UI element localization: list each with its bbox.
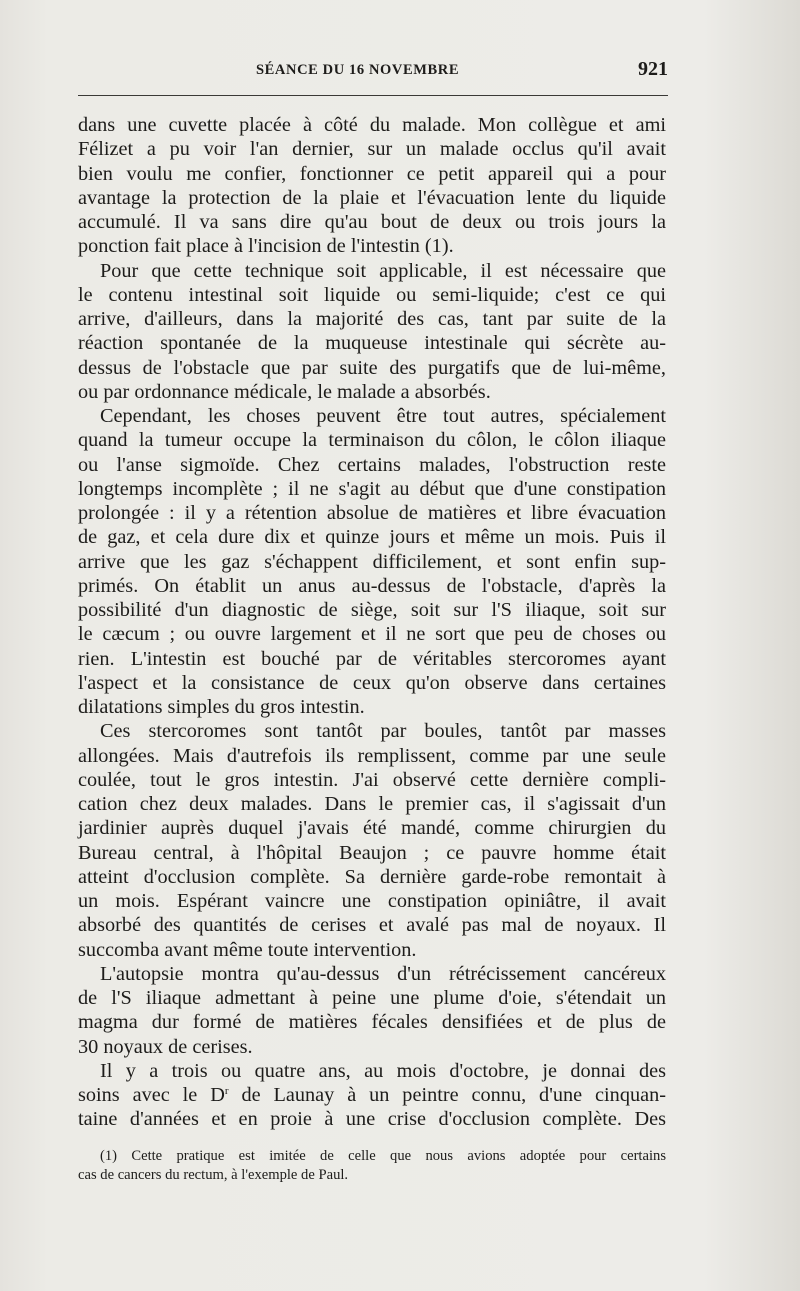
text-line: L'autopsie montra qu'au-dessus d'un rétrécissement cancéreux bbox=[100, 962, 666, 985]
text-line: 30 noyaux de cerises. bbox=[78, 1035, 253, 1058]
text-line: rien. L'intestin est bouché par de véritables stercoromes ayant bbox=[78, 647, 666, 670]
text-line: allongées. Mais d'autrefois ils remplissent, comme par une seule bbox=[78, 744, 666, 767]
text-line: arrive, d'ailleurs, dans la majorité des cas, tant par suite de la bbox=[78, 308, 666, 330]
running-head: SÉANCE DU 16 NOVEMBRE bbox=[256, 62, 460, 78]
text-line: coulée, tout le gros intestin. J'ai observé cette dernière compli- bbox=[78, 768, 666, 791]
footnote-line: cas de cancers du rectum, à l'exemple de Paul. bbox=[78, 1167, 349, 1183]
page-number: 921 bbox=[638, 58, 668, 80]
text-line: Il y a trois ou quatre ans, au mois d'octobre, je donnai des bbox=[100, 1059, 666, 1082]
text-line: le contenu intestinal soit liquide ou semi-liquide; c'est ce qui bbox=[78, 283, 666, 306]
footnotes bbox=[78, 1147, 666, 1185]
body-text bbox=[78, 113, 666, 1132]
text-line: prolongée : il y a rétention absolue de matières et libre évacuation bbox=[78, 502, 666, 524]
text-line: magma dur formé de matières fécales densifiées et de plus de bbox=[78, 1011, 666, 1034]
text-fragment: de Launay à un peintre connu, d'une cinquan- bbox=[228, 1084, 667, 1106]
text-line: bien voulu me confier, fonctionner ce petit appareil qui a pour bbox=[78, 162, 666, 185]
text-line: succomba avant même toute intervention. bbox=[78, 938, 417, 961]
text-line: primés. On établit un anus au-dessus de l'obstacle, d'après la bbox=[78, 574, 666, 597]
superscript: r bbox=[224, 1085, 229, 1097]
text-line: réaction spontanée de la muqueuse intestinale qui sécrète au- bbox=[78, 332, 666, 355]
footnote-line: (1) Cette pratique est imitée de celle que nous avions adoptée pour certains bbox=[100, 1148, 666, 1164]
text-line: jardinier auprès duquel j'avais été mandé, comme chirurgien du bbox=[78, 817, 666, 840]
text-line: ou par ordonnance médicale, le malade a absorbés. bbox=[78, 380, 491, 403]
text-line: de gaz, et cela dure dix et quinze jours et même un mois. Puis il bbox=[78, 526, 666, 549]
text-line: de l'S iliaque admettant à peine une plume d'oie, s'étendait un bbox=[78, 987, 666, 1009]
text-line: Ces stercoromes sont tantôt par boules, tantôt par masses bbox=[100, 720, 666, 743]
text-line: un mois. Espérant vaincre une constipation opiniâtre, il avait bbox=[78, 890, 666, 912]
text-line: atteint d'occlusion complète. Sa dernière garde-robe remontait à bbox=[78, 865, 666, 888]
text-line: ponction fait place à l'incision de l'intestin (1). bbox=[78, 235, 454, 258]
text-line: absorbé des quantités de cerises et avalé pas mal de noyaux. Il bbox=[78, 914, 666, 937]
text-line: dans une cuvette placée à côté du malade. Mon collègue et ami bbox=[78, 114, 666, 136]
text-line: l'aspect et la consistance de ceux qu'on observe dans certaines bbox=[78, 671, 666, 694]
text-line: Félizet a pu voir l'an dernier, sur un malade occlus qu'il avait bbox=[78, 138, 666, 161]
text-line: taine d'années et en proie à une crise d'occlusion complète. Des bbox=[78, 1108, 666, 1131]
text-line: longtemps incomplète ; il ne s'agit au début que d'une constipation bbox=[78, 477, 666, 500]
text-line: Cependant, les choses peuvent être tout autres, spécialement bbox=[100, 405, 666, 427]
text-line: le cæcum ; ou ouvre largement et il ne sort que peu de choses ou bbox=[78, 623, 666, 646]
text-line: ou l'anse sigmoïde. Chez certains malades, l'obstruction reste bbox=[78, 453, 666, 476]
text-fragment: soins avec le D bbox=[78, 1084, 225, 1106]
text-line: quand la tumeur occupe la terminaison du côlon, le côlon iliaque bbox=[78, 429, 666, 452]
text-line bbox=[78, 1083, 666, 1107]
text-line: dilatations simples du gros intestin. bbox=[78, 696, 365, 718]
text-line: Bureau central, à l'hôpital Beaujon ; ce pauvre homme était bbox=[78, 841, 666, 864]
text-line: accumulé. Il va sans dire qu'au bout de deux ou trois jours la bbox=[78, 211, 666, 233]
text-line: possibilité d'un diagnostic de siège, soit sur l'S iliaque, soit sur bbox=[78, 599, 666, 621]
text-line: Pour que cette technique soit applicable, il est nécessaire que bbox=[100, 259, 666, 282]
text-line: avantage la protection de la plaie et l'évacuation lente du liquide bbox=[78, 186, 666, 209]
text-line: dessus de l'obstacle que par suite des purgatifs que de lui-même, bbox=[78, 356, 666, 379]
text-line: arrive que les gaz s'échappent difficilement, et sont enfin sup- bbox=[78, 550, 666, 573]
text-line: cation chez deux malades. Dans le premier cas, il s'agissait d'un bbox=[78, 793, 666, 815]
page-header bbox=[78, 58, 668, 84]
header-rule bbox=[78, 95, 668, 96]
